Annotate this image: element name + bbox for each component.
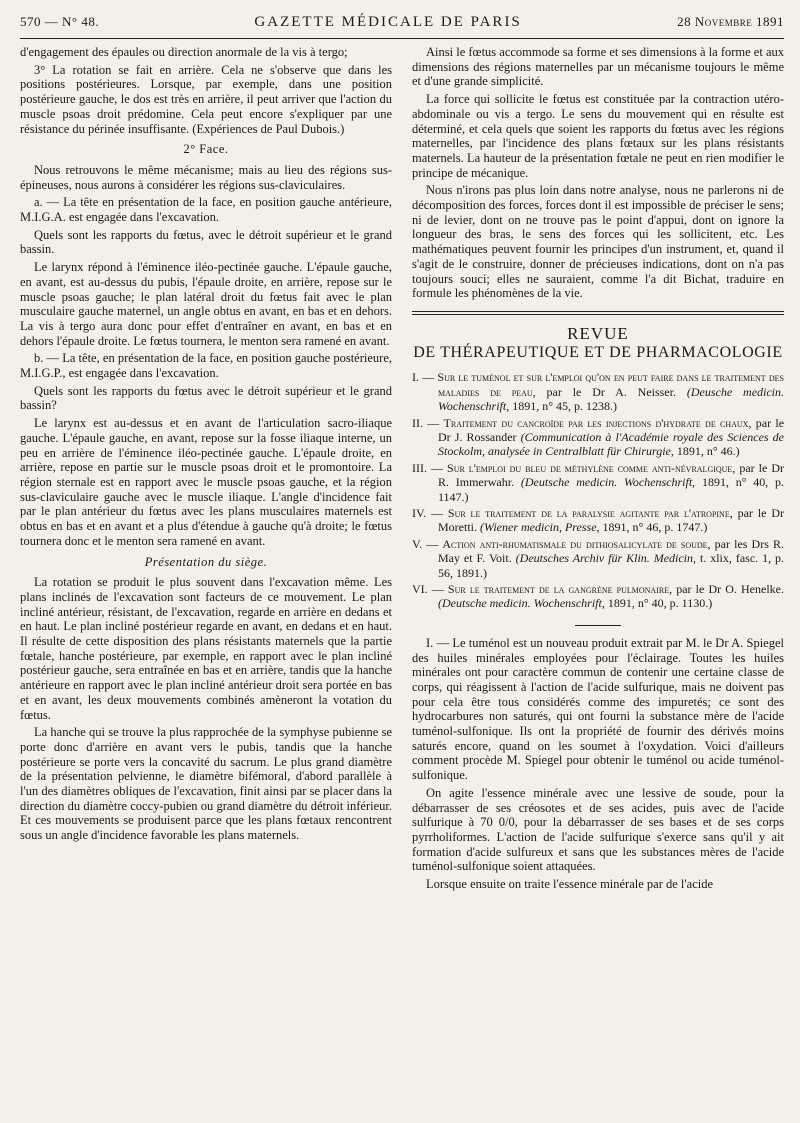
- reference-list: [412, 370, 784, 611]
- page-number: 570 — N° 48.: [20, 14, 100, 29]
- section-heading-siege: Présentation du siège.: [144, 554, 268, 569]
- paragraph: Ainsi le fœtus accommode sa forme et ses dimensions à la forme et aux dimensions des régions maternelles par un mécanisme toujours le même et d'une grande simplicité.: [412, 45, 784, 89]
- paragraph: Lorsque ensuite on traite l'essence minérale par de l'acide: [426, 877, 714, 892]
- review-title: REVUE: [567, 323, 629, 343]
- paragraph: La force qui sollicite le fœtus est constituée par la contraction utéro-abdominale ou vis a tergo. Le sens du mouvement qui en résulte est déterminé, et cela quels que soient les rapports du fœtus avec les régions maternelles, par l'incidence des plans fœtaux sur les plans résistants maternels. La hauteur de la présentation fœtale ne peut en rien modifier le principe de mécanique.: [412, 92, 784, 180]
- paragraph: 3° La rotation se fait en arrière. Cela ne s'observe que dans les positions postérieures. Lorsque, par exemple, dans une position postérieure gauche, le dos est très en arrière, il peut arriver que l'action du muscle psoas droit prédomine. Cela peut encore s'expliquer par une résistance du périnée insuffisante. (Expériences de Paul Dubois.): [20, 62, 392, 136]
- paragraph: d'engagement des épaules ou direction anormale de la vis à tergo;: [20, 45, 348, 59]
- right-column: [412, 45, 784, 895]
- section-divider-thin: [412, 314, 784, 315]
- review-subtitle: DE THÉRAPEUTIQUE ET DE PHARMACOLOGIE: [413, 343, 783, 361]
- reference-item: IV. — Sur le traitement de la paralysie agitante par l'atropine, par le Dr Moretti. (Wiener medicin, Presse, 1891, n° 46, p. 1747.): [412, 506, 784, 535]
- reference-item: II. — Traitement du cancroïde par les injections d'hydrate de chaux, par le Dr J. Rossander (Communication à l'Académie royale des Sciences de Stockolm, analysée in Centralblatt für Chirurgie, 1891, n° 46.): [412, 415, 785, 459]
- short-divider: [575, 625, 621, 626]
- reference-item: V. — Action anti-rhumatismale du dithiosalicylate de soude, par les Drs R. May et F. Voit. (Deutsches Archiv für Klin. Medicin, t. xlix, fasc. 1, p. 56, 1891.): [412, 536, 784, 580]
- paragraph: Le larynx répond à l'éminence iléo-pectinée gauche. L'épaule gauche, en avant, est au-dessus du pubis, l'épaule droite, en arrière, repose sur le muscle psoas gauche; le plan latéral droit du fœtus fait avec le plan musculaire gauche maternel, un angle obtus en avant, en bas et en dehors. La vis à tergo aura donc pour effet d'entraîner en avant, en bas et en dehors l'épaule droite. Le fœtus tournera, le menton sera ramené en avant.: [20, 260, 392, 348]
- journal-title: GAZETTE MÉDICALE DE PARIS: [254, 14, 522, 30]
- reference-item: I. — Sur le tuménol et sur l'emploi qu'on en peut faire dans le traitement des maladies de peau, par le Dr A. Neisser. (Deusche medicin. Wochenschrift, 1891, n° 45, p. 1238.): [412, 370, 785, 414]
- paragraph: Quels sont les rapports du fœtus avec le détroit supérieur et le grand bassin?: [20, 383, 392, 413]
- reference-item: VI. — Sur le traitement de la gangrène pulmonaire, par le Dr O. Henelke. (Deutsche medicin. Wochenschrift, 1891, n° 40, p. 1130.): [412, 582, 784, 611]
- issue-date: 28 Novembre 1891: [677, 14, 784, 29]
- paragraph: a. — La tête en présentation de la face, en position gauche antérieure, M.I.G.A. est engagée dans l'excavation.: [20, 195, 392, 225]
- paragraph: I. — Le tuménol est un nouveau produit extrait par M. le Dr A. Spiegel des huiles minérales employées pour l'éclairage. Toutes les huiles minérales ont pour caractère commun de contenir une certaine classe de corps, qui réagissent à l'action de l'acide sulfurique, mais ne doivent pas pour cela être tous considérés comme des impuretés; ce sont des hydrocarbures non saturés, qui ont fourni la substance mère de l'acide tuménol-sulfonique. Ils ont la propriété de fournir des dérivés moins saturés encore, quand on les soumet à l'oxydation. Voici d'ailleurs comment procède M. Spiegel pour obtenir le tuménol ou acide tuménol-sulfonique.: [412, 635, 784, 783]
- paragraph: Nous retrouvons le même mécanisme; mais au lieu des régions sus-épineuses, nous aurons à considérer les régions sus-claviculaires.: [20, 162, 392, 192]
- section-divider: [412, 311, 784, 312]
- paragraph: b. — La tête, en présentation de la face, en position gauche postérieure, M.I.G.P., est engagée dans l'excavation.: [20, 351, 392, 381]
- page-header: [20, 14, 784, 39]
- paragraph: Le larynx est au-dessus et en avant de l'articulation sacro-iliaque gauche. L'épaule gauche, en avant, repose sur la fosse iliaque interne, un peu en arrière de l'éminence iléo-pectinée gauche. L'épaule droite, en arrière, repose en partie sur le muscle psoas droit et le promontoire. La région sternale est en rapport avec le muscle psoas gauche, et la région sus-claviculaire gauche avec le muscle iliaque. L'angle d'incidence fait par le plan antérieur du fœtus avec les plans musculaires maternels est obtus en bas et en avant et a plus d'étendue à gauche qu'à droite; le fœtus tournera donc et le menton sera ramené en avant.: [20, 416, 392, 548]
- paragraph: Quels sont les rapports du fœtus, avec le détroit supérieur et le grand bassin.: [20, 227, 392, 257]
- paragraph: La rotation se produit le plus souvent dans l'excavation même. Les plans inclinés de l'excavation sont facteurs de ce mouvement. Le plan incliné antérieur, résistant, de l'excavation, regarde en arrière en dedans et en haut. Le plan incliné postérieur regarde en avant, en dedans et en haut. Il résulte de cette disposition des plans résistants maternels que la partie fœtale, hanche postérieure, par exemple, en rapport avec le plan incliné postérieur gauche, sera entraînée en bas et en arrière, tandis que la hanche antérieure en rapport avec le plan incliné antérieur droit sera portée en bas et en avant, les deux mouvements combinés amèneront la votation du fœtus.: [20, 575, 392, 722]
- section-heading-face: 2° Face.: [183, 142, 229, 157]
- paragraph: Nous n'irons pas plus loin dans notre analyse, nous ne parlerons ni de décomposition des forces, forces dont il est impossible de préciser le sens; ni de levier, dont on ne trouve pas le point d'appui, dont on ignore la longueur des bras, le sens des forces qui les sollicitent, etc. Les mathématiques peuvent fournir les principes d'un instrument, et, quand il s'agit de le construire, donner de précieuses indications, dont on n'a pas toujours souci; elles ne sauraient, comme l'a dit Bichat, traduire en formule les phénomènes de la vie.: [412, 183, 784, 301]
- left-column: [20, 45, 392, 895]
- article-columns: [20, 45, 784, 895]
- reference-item: III. — Sur l'emploi du bleu de méthylène comme anti-névralgique, par le Dr R. Immerwahr. (Deutsche medicin. Wochenschrift, 1891, n° 40, p. 1147.): [412, 460, 784, 504]
- paragraph: On agite l'essence minérale avec une lessive de soude, pour la débarrasser de ses créosotes et de ses acides, puis avec de l'acide sulfurique à 70 0/0, pour la débarrasser de ses bases et de ses corps pyrrholiformes. L'action de l'acide sulfurique s'exerce sans qu'il y ait formation d'acide sulfureux et sans que les substances mères de l'acide tuménol-sulfonique soient attaquées.: [412, 785, 784, 874]
- paragraph: La hanche qui se trouve la plus rapprochée de la symphyse pubienne se porte donc d'arrière en avant vers le pubis, tandis que la hanche postérieure se porte vers la concavité du sacrum. Le plus grand diamètre de la présentation pelvienne, le diamètre bifémoral, d'abord parallèle à l'un des diamètres obliques de l'excavation, finit ainsi par se placer dans la direction du diamètre coccy-pubien ou grand diamètre du détroit inférieur. Et ces mouvements se produisent parce que les plans fœtaux rencontrent sous un angle d'incidence favorable les plans maternels.: [20, 725, 392, 843]
